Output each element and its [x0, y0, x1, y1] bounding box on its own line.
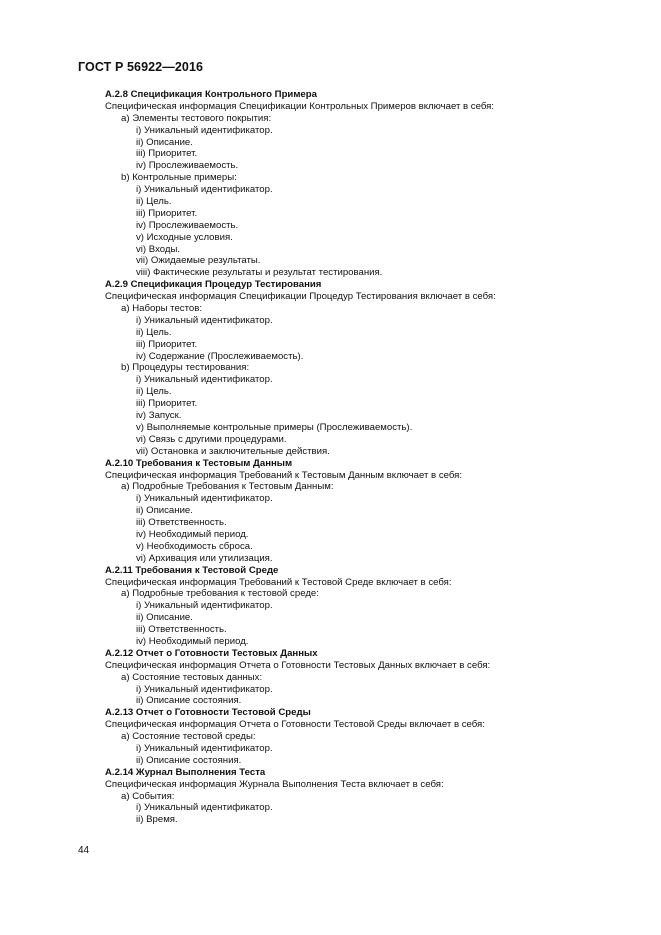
section-heading: A.2.8 Спецификация Контрольного Примера [105, 89, 317, 100]
list-item: a) События: [121, 790, 175, 802]
section-intro: Специфическая информация Требований к Тестовым Данным включает в себя: [105, 469, 462, 481]
sub-list-item: vii) Остановка и заключительные действия. [136, 445, 330, 457]
section-heading: A.2.10 Требования к Тестовым Данным [105, 457, 293, 469]
section-heading: A.2.13 Отчет о Готовности Тестовой Среды [105, 707, 311, 719]
sub-list-item: iii) Приоритет. [136, 398, 198, 410]
list-item: a) Подробные Требования к Тестовым Данным: [121, 481, 334, 493]
list-item: a) Элементы тестового покрытия: [121, 112, 272, 124]
sub-list-item: ii) Цель. [136, 326, 172, 338]
sub-list-item: ii) Цель. [136, 196, 172, 208]
sub-list-item: ii) Описание. [136, 136, 193, 148]
sub-list-item: iii) Приоритет. [136, 148, 198, 160]
section-intro: Специфическая информация Отчета о Готовности Тестовых Данных включает в себя: [105, 659, 491, 671]
section-heading: A.2.14 Журнал Выполнения Теста [105, 766, 266, 778]
sub-list-item: vi) Связь с другими процедурами. [136, 433, 287, 445]
sub-list-item: i) Уникальный идентификатор. [136, 314, 273, 326]
sub-list-item: ii) Описание. [136, 505, 193, 517]
document-body [0, 89, 661, 826]
section-intro: Специфическая информация Отчета о Готовности Тестовой Среды включает в себя: [105, 719, 485, 731]
section-heading: A.2.11 Требования к Тестовой Среде [105, 564, 279, 576]
sub-list-item: iii) Ответственность. [136, 624, 227, 636]
list-item: b) Процедуры тестирования: [121, 362, 250, 374]
sub-list-item: iv) Запуск. [136, 410, 182, 422]
list-item: a) Состояние тестовых данных: [121, 671, 263, 683]
sub-list-item: i) Уникальный идентификатор. [136, 742, 273, 754]
sub-list-item: i) Уникальный идентификатор. [136, 124, 273, 136]
section-intro: Специфическая информация Журнала Выполнения Теста включает в себя: [105, 778, 444, 790]
sub-list-item: v) Выполняемые контрольные примеры (Прослеживаемость). [136, 421, 413, 433]
sub-list-item: i) Уникальный идентификатор. [136, 600, 273, 612]
sub-list-item: i) Уникальный идентификатор. [136, 683, 273, 695]
sub-list-item: ii) Описание состояния. [136, 754, 242, 766]
sub-list-item: vi) Архивация или утилизация. [136, 552, 273, 564]
sub-list-item: iii) Ответственность. [136, 517, 227, 529]
sub-list-item: iv) Необходимый период. [136, 635, 249, 647]
section-intro: Специфическая информация Спецификации Процедур Тестирования включает в себя: [105, 291, 496, 303]
sub-list-item: ii) Описание состояния. [136, 695, 242, 707]
list-item: a) Подробные требования к тестовой среде: [121, 588, 319, 600]
sub-list-item: v) Необходимость сброса. [136, 540, 253, 552]
sub-list-item: ii) Время. [136, 814, 178, 826]
section-intro: Специфическая информация Спецификации Контрольных Примеров включает в себя: [105, 100, 494, 112]
list-item: a) Наборы тестов: [121, 303, 202, 315]
section-intro: Специфическая информация Требований к Тестовой Среде включает в себя: [105, 576, 452, 588]
list-item: b) Контрольные примеры: [121, 172, 237, 184]
sub-list-item: iii) Приоритет. [136, 207, 198, 219]
sub-list-item: iv) Необходимый период. [136, 528, 249, 540]
sub-list-item: iv) Прослеживаемость. [136, 160, 239, 172]
sub-list-item: vi) Входы. [136, 243, 181, 255]
sub-list-item: ii) Цель. [136, 386, 172, 398]
document-header: ГОСТ Р 56922—2016 [78, 60, 204, 74]
sub-list-item: ii) Описание. [136, 612, 193, 624]
page-number: 44 [78, 845, 90, 856]
sub-list-item: viii) Фактические результаты и результат тестирования. [136, 267, 383, 279]
sub-list-item: v) Исходные условия. [136, 231, 233, 243]
sub-list-item: vii) Ожидаемые результаты. [136, 255, 261, 267]
list-item: a) Состояние тестовой среды: [121, 731, 256, 743]
section-heading: A.2.9 Спецификация Процедур Тестирования [105, 279, 322, 291]
section-heading: A.2.12 Отчет о Готовности Тестовых Данных [105, 647, 318, 659]
sub-list-item: i) Уникальный идентификатор. [136, 184, 273, 196]
sub-list-item: iv) Содержание (Прослеживаемость). [136, 350, 304, 362]
sub-list-item: i) Уникальный идентификатор. [136, 374, 273, 386]
sub-list-item: i) Уникальный идентификатор. [136, 802, 273, 814]
sub-list-item: iii) Приоритет. [136, 338, 198, 350]
sub-list-item: i) Уникальный идентификатор. [136, 493, 273, 505]
sub-list-item: iv) Прослеживаемость. [136, 219, 239, 231]
